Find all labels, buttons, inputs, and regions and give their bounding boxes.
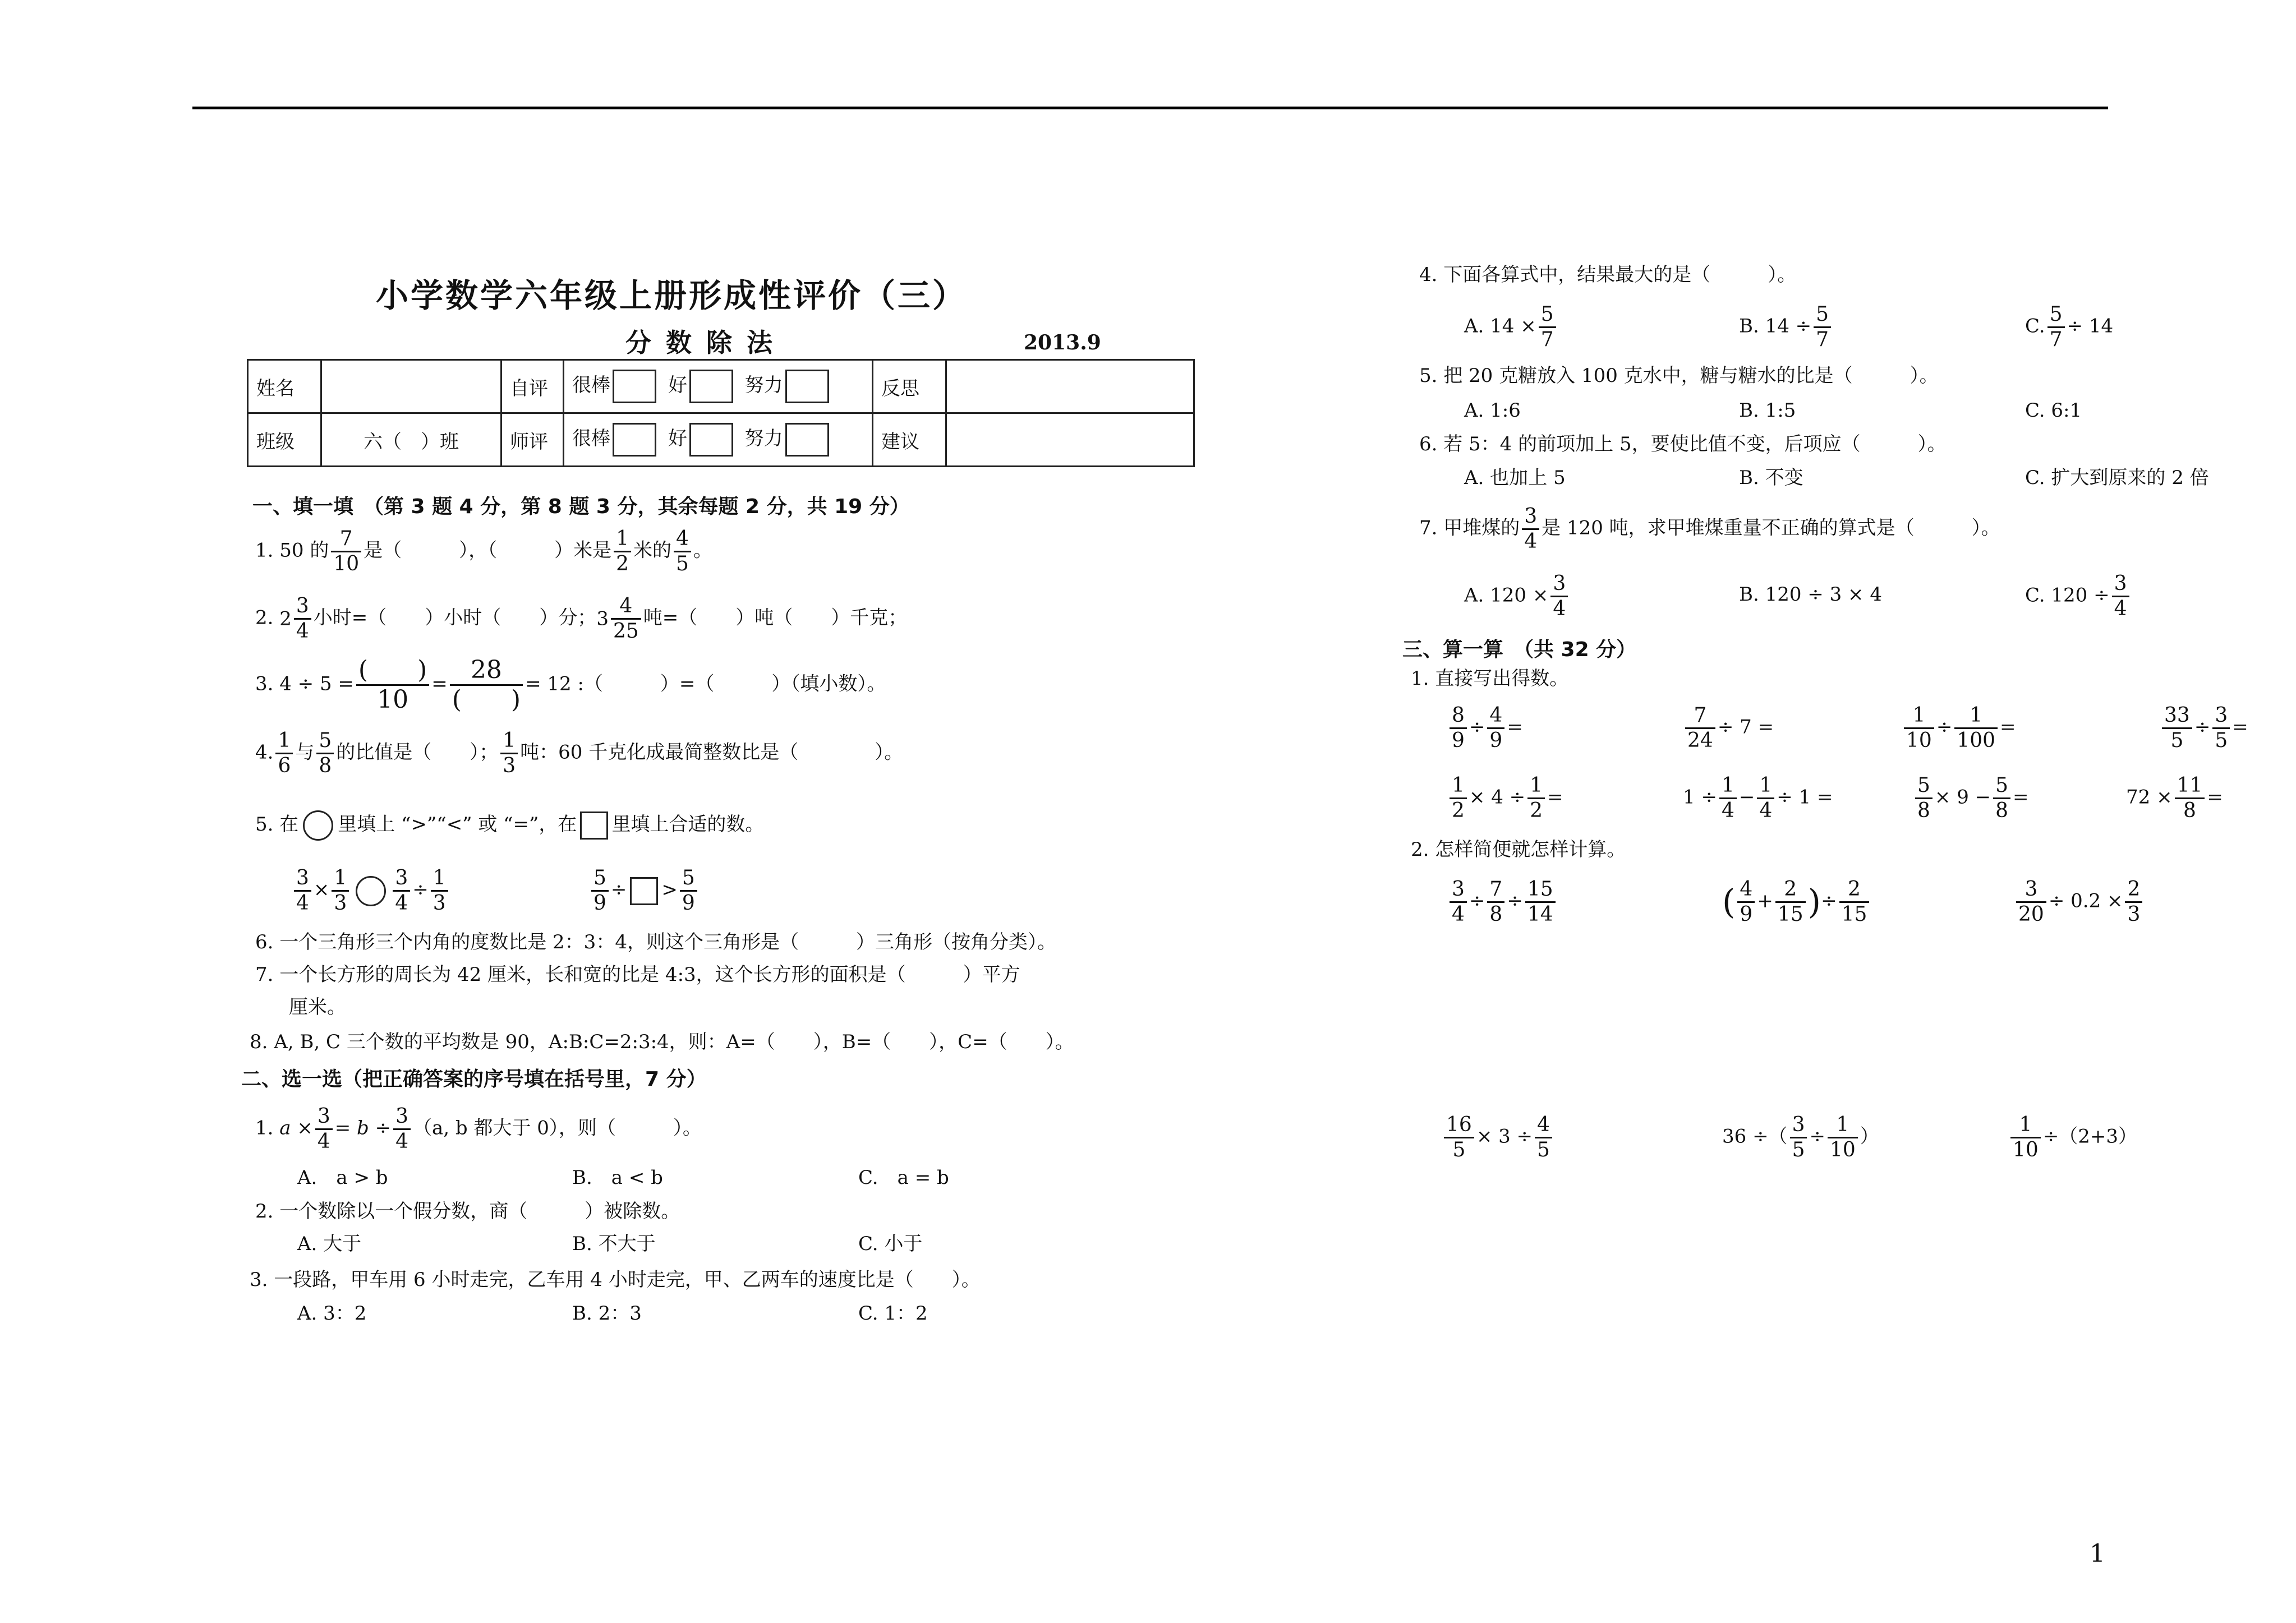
s3-simplify-2: ( $\frac{4}{9}$ + $\frac{2}{15}$ )÷ $\frac{2}{15}$ (1722, 878, 1871, 926)
name-label: 姓名 (248, 360, 321, 413)
section1-heading: 一、填一填 （第 3 题 4 分，第 8 题 3 分，其余每题 2 分，共 19 分） (252, 495, 910, 518)
s3-sub2-heading: 2. 怎样简便就怎样计算。 (1411, 838, 1626, 861)
compare-circle-input[interactable] (356, 876, 386, 906)
s1-q5-expression-1: $\frac{3}{4}$ × $\frac{1}{3}$ $\frac{3}{4}$ ÷ $\frac{1}{3}$ (292, 866, 450, 915)
s2-q7-option-c[interactable]: C. 120 ÷ $\frac{3}{4}$ (2025, 572, 2132, 621)
good-label: 好 (668, 427, 687, 450)
reflect-field[interactable] (946, 360, 1194, 413)
s2-q4-option-c[interactable]: C. $\frac{5}{7}$ ÷ 14 (2025, 303, 2114, 351)
s2-q7-option-b[interactable]: B. 120 ÷ 3 × 4 (1739, 583, 1882, 606)
class-label: 班级 (248, 413, 321, 467)
page-subtitle: 分数除法 (625, 328, 787, 358)
s2-question-6: 6. 若 5：4 的前项加上 5，要使比值不变，后项应（ ）。 (1419, 433, 1947, 455)
s2-question-5: 5. 把 20 克糖放入 100 克水中，糖与糖水的比是（ ）。 (1419, 365, 1939, 387)
teacher-great-checkbox[interactable] (613, 423, 656, 457)
good-label: 好 (668, 374, 687, 396)
square-icon (580, 811, 608, 840)
s2-q6-option-a[interactable]: A. 也加上 5 (1464, 467, 1566, 489)
s2-q1-option-b[interactable]: B. a < b (572, 1166, 663, 1189)
s2-q1-option-c[interactable]: C. a = b (858, 1166, 949, 1189)
s1-question-3: 3. 4 ÷ 5 = $\frac{( )}{10}$ = $\frac{28}{( )}$ = 12 :（ ）=（ ）（填小数）。 (255, 656, 886, 714)
s3-calc-5: $\frac{1}{2}$ × 4 ÷ $\frac{1}{2}$ = (1447, 774, 1563, 823)
fill-square-input[interactable] (630, 877, 658, 905)
s3-calc-1: $\frac{8}{9}$ ÷ $\frac{4}{9}$ = (1447, 704, 1523, 753)
s1-question-6: 6. 一个三角形三个内角的度数比是 2：3：4，则这个三角形是（ ）三角形（按角分类）。 (255, 931, 1056, 953)
s3-calc-3: $\frac{1}{10}$ ÷ $\frac{1}{100}$ = (1902, 704, 2016, 753)
s2-question-7: 7. 甲堆煤的 $\frac{3}{4}$ 是 120 吨，求甲堆煤重量不正确的算式是（ ）。 (1419, 505, 2000, 553)
page-title: 小学数学六年级上册形成性评价（三） (376, 276, 968, 315)
s3-simplify-4: $\frac{16}{5}$ × 3 ÷ $\frac{4}{5}$ (1442, 1113, 1554, 1162)
s3-calc-8: 72 × $\frac{11}{8}$ = (2126, 774, 2223, 822)
suggest-label: 建议 (873, 413, 946, 467)
s2-q6-option-b[interactable]: B. 不变 (1739, 467, 1803, 489)
s2-q7-option-a[interactable]: A. 120 × $\frac{3}{4}$ (1464, 572, 1570, 621)
s3-simplify-3: $\frac{3}{20}$ ÷ 0.2 × $\frac{2}{3}$ (2014, 878, 2145, 926)
suggest-field[interactable] (946, 413, 1194, 467)
s2-q2-option-b[interactable]: B. 不大于 (572, 1233, 656, 1255)
s2-q5-option-b[interactable]: B. 1:5 (1739, 399, 1796, 422)
s3-calc-7: $\frac{5}{8}$ × 9 − $\frac{5}{8}$ = (1913, 774, 2029, 823)
s2-question-4: 4. 下面各算式中，结果最大的是（ ）。 (1419, 264, 1797, 286)
s1-question-5: 5. 在 里填上 “>”“<” 或 “=”，在 里填上合适的数。 (255, 810, 764, 841)
s1-question-7-cont: 厘米。 (289, 996, 346, 1018)
section3-heading: 三、算一算 （共 32 分） (1402, 638, 1637, 661)
s1-question-7: 7. 一个长方形的周长为 42 厘米，长和宽的比是 4:3，这个长方形的面积是（ ）平方 (255, 963, 1020, 986)
page-number: 1 (2090, 1539, 2105, 1568)
name-field[interactable] (321, 360, 501, 413)
s2-q6-option-c[interactable]: C. 扩大到原来的 2 倍 (2025, 467, 2209, 489)
s1-question-1: 1. 50 的 $\frac{7}{10}$ 是（ ），（ ）米是 $\frac{1}{2}$ 米的 $\frac{4}{5}$ 。 (255, 527, 712, 575)
circle-icon (303, 810, 333, 841)
s2-q3-option-c[interactable]: C. 1：2 (858, 1302, 928, 1325)
s1-question-8: 8. A, B, C 三个数的平均数是 90，A:B:C=2:3:4，则：A=（ ），B=（ ），C=（ ）。 (250, 1031, 1074, 1053)
section2-heading: 二、选一选（把正确答案的序号填在括号里，7 分） (241, 1068, 707, 1091)
s2-question-3: 3. 一段路，甲车用 6 小时走完，乙车用 4 小时走完，甲、乙两车的速度比是（ ）。 (250, 1269, 981, 1291)
class-field[interactable]: 六（ ）班 (321, 413, 501, 467)
s3-simplify-5: 36 ÷（ $\frac{3}{5}$ ÷ $\frac{1}{10}$ ） (1722, 1113, 1879, 1161)
self-effort-checkbox[interactable] (785, 370, 829, 403)
s1-question-4: 4. $\frac{1}{6}$ 与 $\frac{5}{8}$ 的比值是（ ）； $\frac{1}{3}$ 吨：60 千克化成最简整数比是（ ）。 (255, 729, 904, 777)
s2-q2-option-c[interactable]: C. 小于 (858, 1233, 923, 1255)
top-rule (192, 107, 2108, 109)
s2-question-1: 1. a × $\frac{3}{4}$ = b ÷ $\frac{3}{4}$ （a, b 都大于 0），则（ ）。 (255, 1105, 702, 1153)
s2-q2-option-a[interactable]: A. 大于 (297, 1233, 362, 1255)
s2-q5-option-c[interactable]: C. 6:1 (2025, 399, 2082, 422)
s3-calc-6: 1 ÷ $\frac{1}{4}$ − $\frac{1}{4}$ ÷ 1 = (1683, 774, 1833, 822)
s3-sub1-heading: 1. 直接写出得数。 (1411, 667, 1569, 690)
self-eval-label: 自评 (501, 360, 564, 413)
s1-question-2: 2. 2 $\frac{3}{4}$ 小时=（ ）小时（ ）分；3 $\frac{4}{25}$ 吨=（ ）吨（ ）千克； (255, 594, 908, 643)
s2-q1-option-a[interactable]: A. a > b (297, 1166, 388, 1189)
s2-q4-option-a[interactable]: A. 14 × $\frac{5}{7}$ (1464, 303, 1558, 352)
s2-q3-option-a[interactable]: A. 3：2 (297, 1302, 367, 1325)
self-great-checkbox[interactable] (613, 370, 656, 403)
s3-simplify-6: $\frac{1}{10}$ ÷（2+3） (2008, 1113, 2137, 1162)
self-eval-options (564, 360, 873, 413)
teacher-eval-options (564, 413, 873, 467)
s2-q3-option-b[interactable]: B. 2：3 (572, 1302, 642, 1325)
teacher-eval-label: 师评 (501, 413, 564, 467)
teacher-good-checkbox[interactable] (689, 423, 733, 457)
s2-question-2: 2. 一个数除以一个假分数，商（ ）被除数。 (255, 1200, 680, 1223)
s2-q5-option-a[interactable]: A. 1:6 (1464, 399, 1521, 422)
s1-q5-expression-2: $\frac{5}{9}$ ÷ > $\frac{5}{9}$ (589, 866, 700, 915)
great-label: 很棒 (572, 427, 610, 450)
s3-calc-2: $\frac{7}{24}$ ÷ 7 = (1683, 704, 1774, 753)
teacher-effort-checkbox[interactable] (785, 423, 829, 457)
s2-q4-option-b[interactable]: B. 14 ÷ $\frac{5}{7}$ (1739, 303, 1833, 352)
effort-label: 努力 (744, 427, 783, 450)
student-info-table (247, 359, 1195, 467)
reflect-label: 反思 (873, 360, 946, 413)
s3-simplify-1: $\frac{3}{4}$ ÷ $\frac{7}{8}$ ÷ $\frac{15}{14}$ (1447, 878, 1558, 926)
great-label: 很棒 (572, 374, 610, 396)
self-good-checkbox[interactable] (689, 370, 733, 403)
effort-label: 努力 (744, 374, 783, 396)
s3-calc-4: $\frac{33}{5}$ ÷ $\frac{3}{5}$ = (2160, 704, 2248, 753)
date-label: 2013.9 (1024, 331, 1101, 354)
